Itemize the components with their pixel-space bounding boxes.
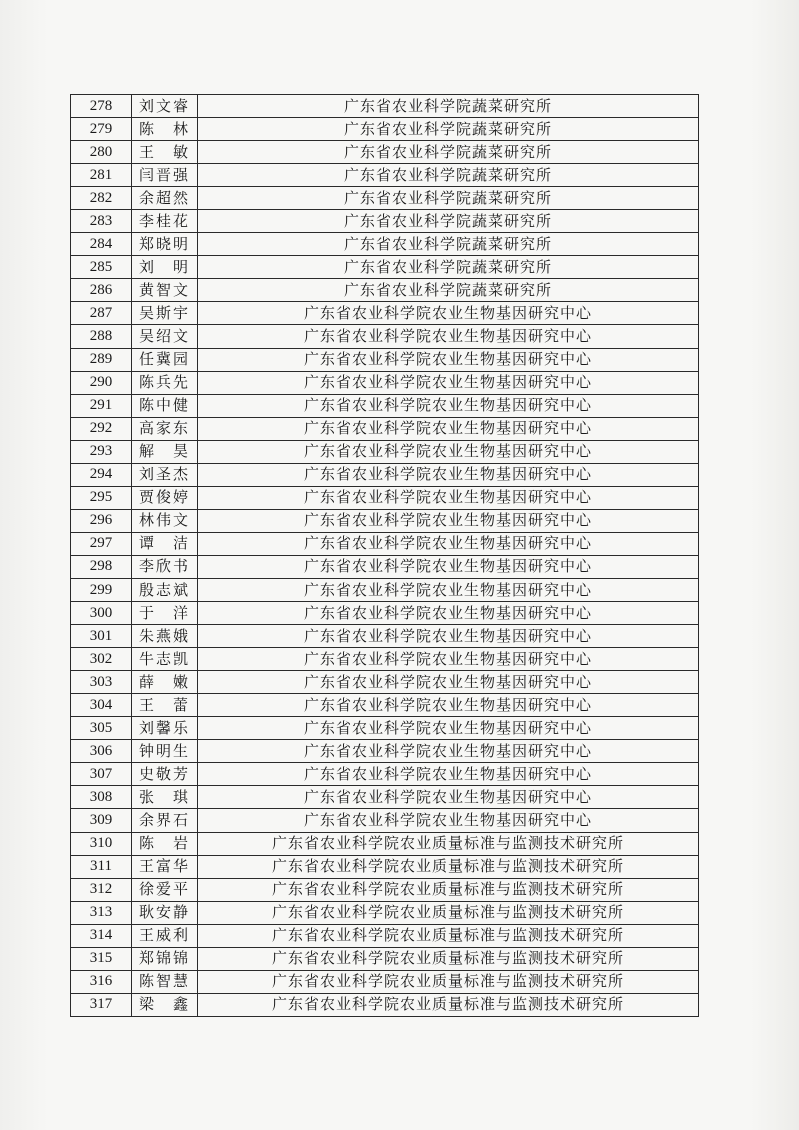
- institution-cell: 广东省农业科学院农业生物基因研究中心: [198, 602, 699, 625]
- institution-cell: 广东省农业科学院蔬菜研究所: [198, 279, 699, 302]
- row-number-cell: 281: [71, 164, 132, 187]
- table-row: [71, 256, 699, 279]
- person-name-cell: 梁 鑫: [132, 993, 198, 1016]
- person-name-cell: 刘圣杰: [132, 463, 198, 486]
- person-name-cell: 徐爱平: [132, 878, 198, 901]
- table-row: [71, 141, 699, 164]
- institution-cell: 广东省农业科学院农业质量标准与监测技术研究所: [198, 878, 699, 901]
- row-number-cell: 285: [71, 256, 132, 279]
- row-number-cell: 304: [71, 694, 132, 717]
- person-name-cell: 耿安静: [132, 901, 198, 924]
- row-number-cell: 313: [71, 901, 132, 924]
- row-number-cell: 286: [71, 279, 132, 302]
- row-number-cell: 314: [71, 924, 132, 947]
- person-name-cell: 李桂花: [132, 210, 198, 233]
- row-number-cell: 283: [71, 210, 132, 233]
- institution-cell: 广东省农业科学院农业生物基因研究中心: [198, 325, 699, 348]
- row-number-cell: 302: [71, 648, 132, 671]
- institution-cell: 广东省农业科学院农业质量标准与监测技术研究所: [198, 901, 699, 924]
- person-name-cell: 吴斯宇: [132, 302, 198, 325]
- person-name-cell: 殷志斌: [132, 578, 198, 601]
- table-row: [71, 164, 699, 187]
- person-name-cell: 解 昊: [132, 440, 198, 463]
- institution-cell: 广东省农业科学院农业生物基因研究中心: [198, 809, 699, 832]
- person-name-cell: 高家东: [132, 417, 198, 440]
- personnel-table: [70, 94, 699, 1017]
- institution-cell: 广东省农业科学院农业质量标准与监测技术研究所: [198, 855, 699, 878]
- institution-cell: 广东省农业科学院农业质量标准与监测技术研究所: [198, 947, 699, 970]
- person-name-cell: 郑锦锦: [132, 947, 198, 970]
- person-name-cell: 陈智慧: [132, 970, 198, 993]
- person-name-cell: 陈中健: [132, 394, 198, 417]
- table-row: [71, 440, 699, 463]
- row-number-cell: 317: [71, 993, 132, 1016]
- table-row: [71, 832, 699, 855]
- row-number-cell: 303: [71, 671, 132, 694]
- institution-cell: 广东省农业科学院农业生物基因研究中心: [198, 555, 699, 578]
- person-name-cell: 陈 林: [132, 118, 198, 141]
- row-number-cell: 310: [71, 832, 132, 855]
- row-number-cell: 279: [71, 118, 132, 141]
- row-number-cell: 292: [71, 417, 132, 440]
- table-row: [71, 671, 699, 694]
- person-name-cell: 王威利: [132, 924, 198, 947]
- table-row: [71, 855, 699, 878]
- institution-cell: 广东省农业科学院农业质量标准与监测技术研究所: [198, 993, 699, 1016]
- table-row: [71, 210, 699, 233]
- table-row: [71, 578, 699, 601]
- institution-cell: 广东省农业科学院农业生物基因研究中心: [198, 671, 699, 694]
- row-number-cell: 289: [71, 348, 132, 371]
- row-number-cell: 305: [71, 717, 132, 740]
- table-row: [71, 694, 699, 717]
- table-row: [71, 878, 699, 901]
- table-row: [71, 187, 699, 210]
- institution-cell: 广东省农业科学院蔬菜研究所: [198, 233, 699, 256]
- institution-cell: 广东省农业科学院农业生物基因研究中心: [198, 717, 699, 740]
- person-name-cell: 贾俊婷: [132, 486, 198, 509]
- row-number-cell: 307: [71, 763, 132, 786]
- row-number-cell: 309: [71, 809, 132, 832]
- institution-cell: 广东省农业科学院农业生物基因研究中心: [198, 578, 699, 601]
- row-number-cell: 311: [71, 855, 132, 878]
- person-name-cell: 王富华: [132, 855, 198, 878]
- institution-cell: 广东省农业科学院蔬菜研究所: [198, 256, 699, 279]
- row-number-cell: 316: [71, 970, 132, 993]
- table-row: [71, 348, 699, 371]
- table-row: [71, 233, 699, 256]
- table-row: [71, 325, 699, 348]
- table-row: [71, 463, 699, 486]
- institution-cell: 广东省农业科学院蔬菜研究所: [198, 210, 699, 233]
- row-number-cell: 295: [71, 486, 132, 509]
- institution-cell: 广东省农业科学院农业生物基因研究中心: [198, 394, 699, 417]
- row-number-cell: 300: [71, 602, 132, 625]
- table-row: [71, 993, 699, 1016]
- row-number-cell: 296: [71, 509, 132, 532]
- row-number-cell: 290: [71, 371, 132, 394]
- table-row: [71, 302, 699, 325]
- institution-cell: 广东省农业科学院农业生物基因研究中心: [198, 348, 699, 371]
- person-name-cell: 钟明生: [132, 740, 198, 763]
- person-name-cell: 刘 明: [132, 256, 198, 279]
- person-name-cell: 刘馨乐: [132, 717, 198, 740]
- institution-cell: 广东省农业科学院蔬菜研究所: [198, 141, 699, 164]
- table-row: [71, 924, 699, 947]
- person-name-cell: 薛 嫩: [132, 671, 198, 694]
- table-row: [71, 901, 699, 924]
- person-name-cell: 李欣书: [132, 555, 198, 578]
- table-row: [71, 532, 699, 555]
- row-number-cell: 297: [71, 532, 132, 555]
- table-row: [71, 509, 699, 532]
- institution-cell: 广东省农业科学院农业生物基因研究中心: [198, 740, 699, 763]
- institution-cell: 广东省农业科学院农业生物基因研究中心: [198, 463, 699, 486]
- institution-cell: 广东省农业科学院农业质量标准与监测技术研究所: [198, 924, 699, 947]
- institution-cell: 广东省农业科学院农业生物基因研究中心: [198, 486, 699, 509]
- institution-cell: 广东省农业科学院蔬菜研究所: [198, 187, 699, 210]
- person-name-cell: 郑晓明: [132, 233, 198, 256]
- institution-cell: 广东省农业科学院农业生物基因研究中心: [198, 532, 699, 555]
- person-name-cell: 任冀园: [132, 348, 198, 371]
- row-number-cell: 288: [71, 325, 132, 348]
- row-number-cell: 282: [71, 187, 132, 210]
- row-number-cell: 284: [71, 233, 132, 256]
- person-name-cell: 王 蕾: [132, 694, 198, 717]
- table-row: [71, 947, 699, 970]
- institution-cell: 广东省农业科学院农业质量标准与监测技术研究所: [198, 970, 699, 993]
- person-name-cell: 吴绍文: [132, 325, 198, 348]
- table-row: [71, 648, 699, 671]
- table-row: [71, 371, 699, 394]
- table-row: [71, 118, 699, 141]
- table-row: [71, 809, 699, 832]
- person-name-cell: 史敬芳: [132, 763, 198, 786]
- person-name-cell: 陈兵先: [132, 371, 198, 394]
- table-row: [71, 417, 699, 440]
- institution-cell: 广东省农业科学院蔬菜研究所: [198, 118, 699, 141]
- person-name-cell: 牛志凯: [132, 648, 198, 671]
- row-number-cell: 287: [71, 302, 132, 325]
- table-row: [71, 602, 699, 625]
- table-row: [71, 279, 699, 302]
- row-number-cell: 298: [71, 555, 132, 578]
- institution-cell: 广东省农业科学院蔬菜研究所: [198, 95, 699, 118]
- row-number-cell: 315: [71, 947, 132, 970]
- person-name-cell: 张 琪: [132, 786, 198, 809]
- person-name-cell: 黄智文: [132, 279, 198, 302]
- institution-cell: 广东省农业科学院农业生物基因研究中心: [198, 440, 699, 463]
- person-name-cell: 林伟文: [132, 509, 198, 532]
- table-row: [71, 763, 699, 786]
- table-row: [71, 970, 699, 993]
- institution-cell: 广东省农业科学院农业生物基因研究中心: [198, 302, 699, 325]
- person-name-cell: 王 敏: [132, 141, 198, 164]
- institution-cell: 广东省农业科学院农业生物基因研究中心: [198, 648, 699, 671]
- person-name-cell: 闫晋强: [132, 164, 198, 187]
- personnel-table-body: [71, 95, 699, 1017]
- institution-cell: 广东省农业科学院农业生物基因研究中心: [198, 625, 699, 648]
- person-name-cell: 朱燕娥: [132, 625, 198, 648]
- row-number-cell: 280: [71, 141, 132, 164]
- table-row: [71, 625, 699, 648]
- row-number-cell: 308: [71, 786, 132, 809]
- table-row: [71, 786, 699, 809]
- institution-cell: 广东省农业科学院农业生物基因研究中心: [198, 694, 699, 717]
- institution-cell: 广东省农业科学院农业生物基因研究中心: [198, 763, 699, 786]
- row-number-cell: 278: [71, 95, 132, 118]
- person-name-cell: 余界石: [132, 809, 198, 832]
- person-name-cell: 刘文睿: [132, 95, 198, 118]
- institution-cell: 广东省农业科学院农业生物基因研究中心: [198, 509, 699, 532]
- row-number-cell: 306: [71, 740, 132, 763]
- row-number-cell: 299: [71, 578, 132, 601]
- institution-cell: 广东省农业科学院农业生物基因研究中心: [198, 371, 699, 394]
- person-name-cell: 谭 洁: [132, 532, 198, 555]
- row-number-cell: 293: [71, 440, 132, 463]
- table-row: [71, 486, 699, 509]
- institution-cell: 广东省农业科学院农业质量标准与监测技术研究所: [198, 832, 699, 855]
- person-name-cell: 陈 岩: [132, 832, 198, 855]
- row-number-cell: 291: [71, 394, 132, 417]
- person-name-cell: 于 洋: [132, 602, 198, 625]
- table-row: [71, 740, 699, 763]
- row-number-cell: 301: [71, 625, 132, 648]
- person-name-cell: 余超然: [132, 187, 198, 210]
- table-row: [71, 717, 699, 740]
- table-row: [71, 555, 699, 578]
- institution-cell: 广东省农业科学院蔬菜研究所: [198, 164, 699, 187]
- table-row: [71, 95, 699, 118]
- institution-cell: 广东省农业科学院农业生物基因研究中心: [198, 417, 699, 440]
- institution-cell: 广东省农业科学院农业生物基因研究中心: [198, 786, 699, 809]
- row-number-cell: 312: [71, 878, 132, 901]
- row-number-cell: 294: [71, 463, 132, 486]
- table-row: [71, 394, 699, 417]
